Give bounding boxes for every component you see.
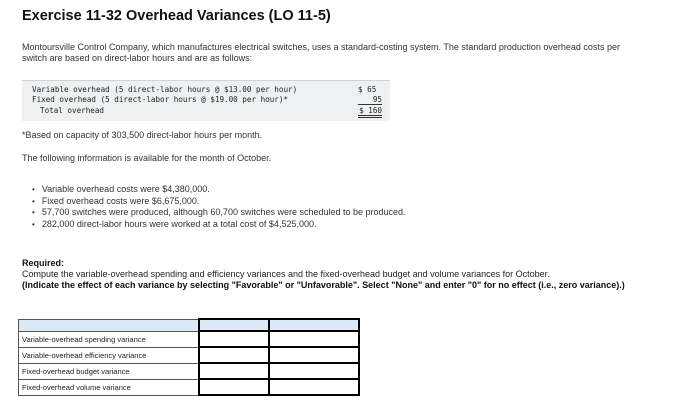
cost-row-variable-label: Variable overhead (5 direct-labor hours @ $13.00 per hour) — [32, 85, 298, 94]
table-row — [19, 379, 360, 395]
variance-label: Fixed-overhead volume variance — [19, 379, 200, 395]
list-item — [32, 184, 406, 196]
variance-effect-select[interactable] — [269, 347, 359, 363]
variance-amount-input[interactable] — [199, 331, 269, 347]
table-header-row — [19, 319, 360, 331]
table-row — [19, 347, 360, 363]
list-item — [32, 207, 406, 219]
capacity-footnote: *Based on capacity of 303,500 direct-labor hours per month. — [22, 130, 263, 140]
table-row — [19, 363, 360, 379]
fact-text: 57,700 switches were produced, although 60,700 switches were scheduled to be produced. — [41, 207, 406, 217]
variance-effect-select[interactable] — [269, 331, 359, 347]
cost-row-fixed-label: Fixed overhead (5 direct-labor hours @ $19.00 per hour)* — [32, 95, 289, 104]
variance-effect-select[interactable] — [269, 379, 359, 395]
required-heading: Required: — [22, 258, 65, 268]
variance-amount-input[interactable] — [199, 379, 269, 395]
page-title: Exercise 11-32 Overhead Variances (LO 11-5) — [22, 8, 331, 24]
fact-text: Fixed overhead costs were $6,675,000. — [41, 195, 200, 206]
info-intro: The following information is available for the month of October. — [22, 153, 272, 163]
variance-effect-select[interactable] — [269, 363, 359, 379]
answer-table — [18, 318, 360, 396]
cost-row-total-label: Total overhead — [40, 106, 105, 115]
header-cell — [199, 319, 269, 331]
required-text: Compute the variable-overhead spending and efficiency variances and the fixed-overhead budget and volume variances for October. — [22, 269, 550, 279]
variance-label: Variable-overhead spending variance — [19, 331, 200, 347]
variance-label: Fixed-overhead budget variance — [19, 363, 200, 379]
variance-amount-input[interactable] — [199, 363, 269, 379]
problem-intro: Montoursville Control Company, which manufactures electrical switches, uses a standard-costing system. The standard production overhead costs per switch are based on direct-labor hours and are as follows: — [22, 42, 620, 63]
list-item — [32, 219, 406, 231]
variance-amount-input[interactable] — [199, 347, 269, 363]
standard-cost-box — [22, 80, 390, 121]
list-item — [32, 196, 406, 208]
variance-label: Variable-overhead efficiency variance — [19, 347, 200, 363]
cost-row-variable-value: $ 65 — [358, 85, 377, 94]
facts-list — [22, 184, 406, 230]
cost-row-total-value: $ 160 — [358, 106, 382, 118]
header-cell — [19, 319, 200, 331]
fact-text: 282,000 direct-labor hours were worked at a total cost of $4,525,000. — [41, 218, 317, 229]
table-row — [19, 331, 360, 347]
cost-row-fixed-value: 95 — [358, 95, 382, 105]
fact-text: Variable overhead costs were $4,380,000. — [41, 184, 210, 194]
header-cell — [269, 319, 359, 331]
required-instruction: (Indicate the effect of each variance by selecting "Favorable" or "Unfavorable". Select "None" and enter "0" for no effect (i.e., zero variance).) — [22, 280, 625, 290]
required-section — [22, 258, 682, 291]
